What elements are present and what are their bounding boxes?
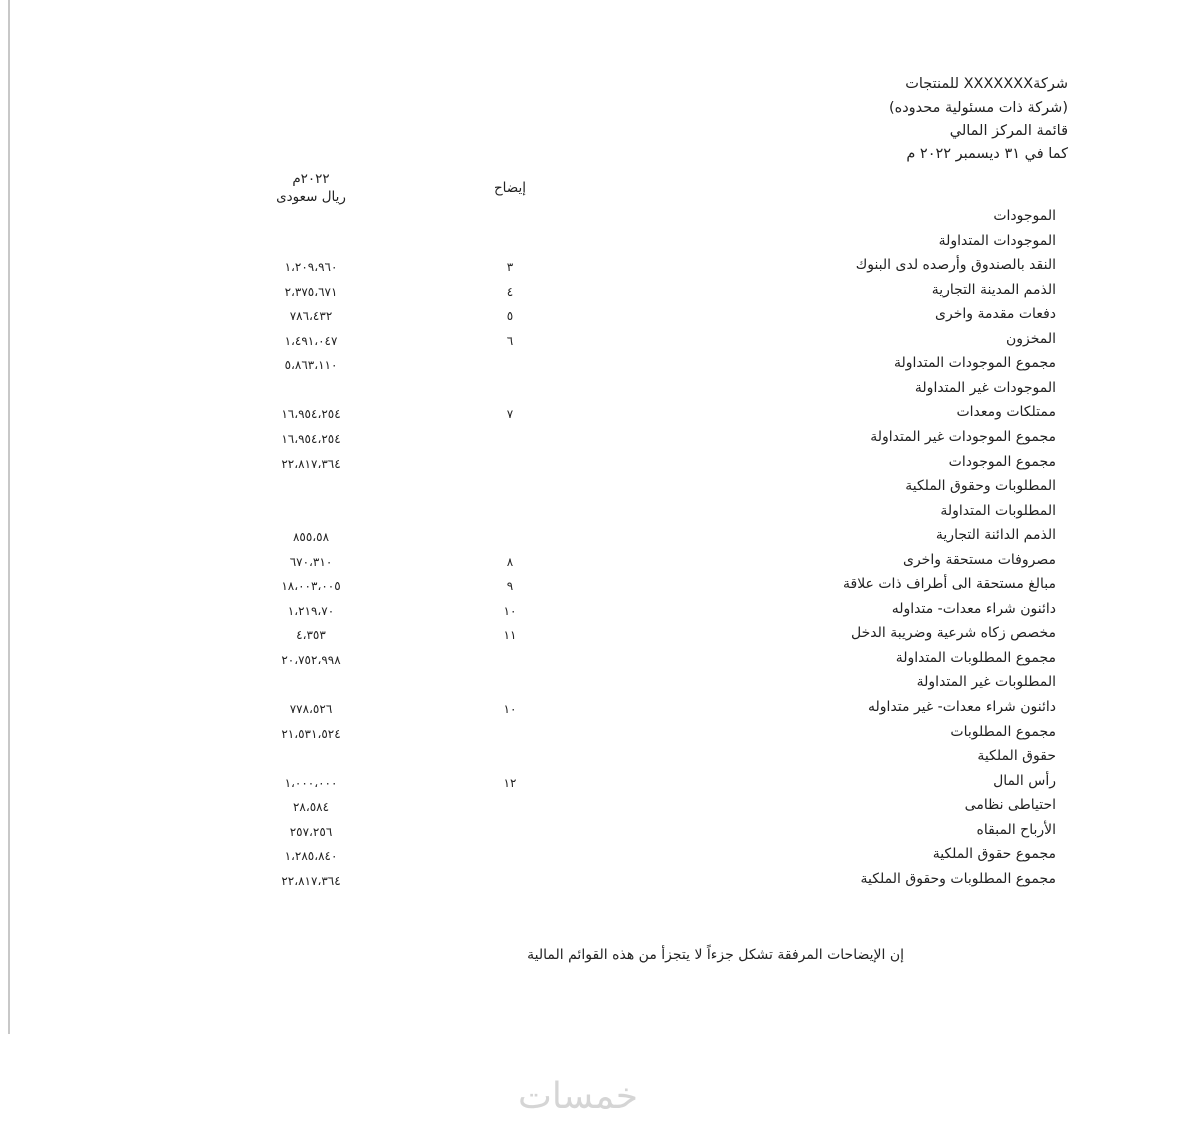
row-label: مبالغ مستحقة الى أطراف ذات علاقة	[843, 576, 1056, 592]
row-label: الذمم المدينة التجارية	[931, 282, 1056, 298]
row-label: حقوق الملكية	[977, 748, 1056, 764]
row-label: المطلوبات المتداولة	[940, 503, 1056, 519]
row-amount: ١،٠٠٠،٠٠٠	[284, 776, 338, 790]
row-label: الذمم الدائنة التجارية	[935, 527, 1056, 543]
row-note-ref: ٥	[506, 309, 514, 323]
currency-column-header: ريال سعودى	[276, 189, 346, 205]
row-note-ref: ١٢	[503, 776, 517, 790]
row-label: مجموع الموجودات المتداولة	[893, 355, 1056, 371]
row-label: دفعات مقدمة واخرى	[935, 306, 1056, 322]
row-label: مجموع الموجودات	[948, 454, 1056, 470]
year-column-header: ٢٠٢٢م	[292, 171, 330, 187]
row-note-ref: ٨	[506, 555, 514, 569]
row-amount: ١٦،٩٥٤،٢٥٤	[281, 407, 341, 421]
row-label: المطلوبات وحقوق الملكية	[905, 478, 1056, 494]
row-label: مصروفات مستحقة واخرى	[903, 552, 1056, 568]
row-amount: ١،٢٠٩،٩٦٠	[284, 260, 338, 274]
row-label: دائنون شراء معدات- متداوله	[891, 601, 1056, 617]
row-label: مجموع المطلوبات المتداولة	[895, 650, 1056, 666]
row-note-ref: ٣	[506, 260, 514, 274]
statement-date: كما في ٣١ ديسمبر ٢٠٢٢ م	[906, 146, 1068, 162]
row-label: المطلوبات غير المتداولة	[916, 674, 1056, 690]
site-watermark: خمسات	[518, 1076, 639, 1117]
row-label: دائنون شراء معدات- غير متداوله	[868, 699, 1056, 715]
row-label: مجموع المطلوبات	[950, 724, 1056, 740]
row-amount: ٢١،٥٣١،٥٢٤	[281, 727, 341, 741]
row-label: احتياطى نظامى	[964, 797, 1056, 813]
row-label: مخصص زكاه شرعية وضريبة الدخل	[851, 625, 1056, 641]
row-label: المخزون	[1005, 331, 1056, 347]
row-note-ref: ١٠	[503, 702, 517, 716]
row-amount: ٢٥٧،٢٥٦	[289, 825, 333, 839]
row-label: الموجودات غير المتداولة	[914, 380, 1056, 396]
row-amount: ١٨،٠٠٣،٠٠٥	[281, 579, 341, 593]
row-amount: ٢٠،٧٥٢،٩٩٨	[281, 653, 341, 667]
row-note-ref: ٤	[506, 285, 514, 299]
row-amount: ٧٨٦،٤٣٢	[289, 309, 333, 323]
row-label: مجموع الموجودات غير المتداولة	[870, 429, 1056, 445]
row-amount: ١،٢٨٥،٨٤٠	[284, 849, 338, 863]
row-note-ref: ١٠	[503, 604, 517, 618]
row-label: الأرباح المبقاه	[976, 822, 1056, 838]
row-amount: ٥،٨٦٣،١١٠	[284, 358, 338, 372]
row-amount: ٢٨،٥٨٤	[292, 800, 330, 814]
row-label: مجموع حقوق الملكية	[932, 846, 1056, 862]
row-note-ref: ٦	[506, 334, 514, 348]
row-amount: ٦٧٠،٣١٠	[289, 555, 333, 569]
row-note-ref: ٩	[506, 579, 514, 593]
row-amount: ٨٥٥،٥٨	[292, 530, 330, 544]
row-label: ممتلكات ومعدات	[956, 404, 1056, 420]
row-label: مجموع المطلوبات وحقوق الملكية	[860, 871, 1056, 887]
legal-form: (شركة ذات مسئولية محدوده)	[888, 100, 1068, 116]
row-label: النقد بالصندوق وأرصده لدى البنوك	[855, 257, 1056, 273]
row-label: رأس المال	[993, 773, 1056, 789]
company-name: شركةXXXXXXX للمنتجات	[905, 76, 1068, 92]
row-label: الموجودات	[993, 208, 1056, 224]
row-amount: ٢،٣٧٥،٦٧١	[284, 285, 338, 299]
row-amount: ٢٢،٨١٧،٣٦٤	[281, 457, 341, 471]
row-amount: ٤،٣٥٣	[296, 628, 326, 642]
row-amount: ١،٢١٩،٧٠	[287, 604, 335, 618]
statement-title: قائمة المركز المالي	[949, 123, 1068, 139]
row-amount: ١،٤٩١،٠٤٧	[284, 334, 338, 348]
row-amount: ١٦،٩٥٤،٢٥٤	[281, 432, 341, 446]
row-amount: ٧٧٨،٥٢٦	[289, 702, 333, 716]
row-note-ref: ١١	[503, 628, 517, 642]
row-note-ref: ٧	[506, 407, 514, 421]
row-amount: ٢٢،٨١٧،٣٦٤	[281, 874, 341, 888]
row-label: الموجودات المتداولة	[938, 233, 1056, 249]
footer-note: إن الإيضاحات المرفقة تشكل جزءاً لا يتجزأ من هذه القوائم المالية	[527, 947, 904, 963]
notes-column-header: إيضاح	[493, 180, 527, 196]
